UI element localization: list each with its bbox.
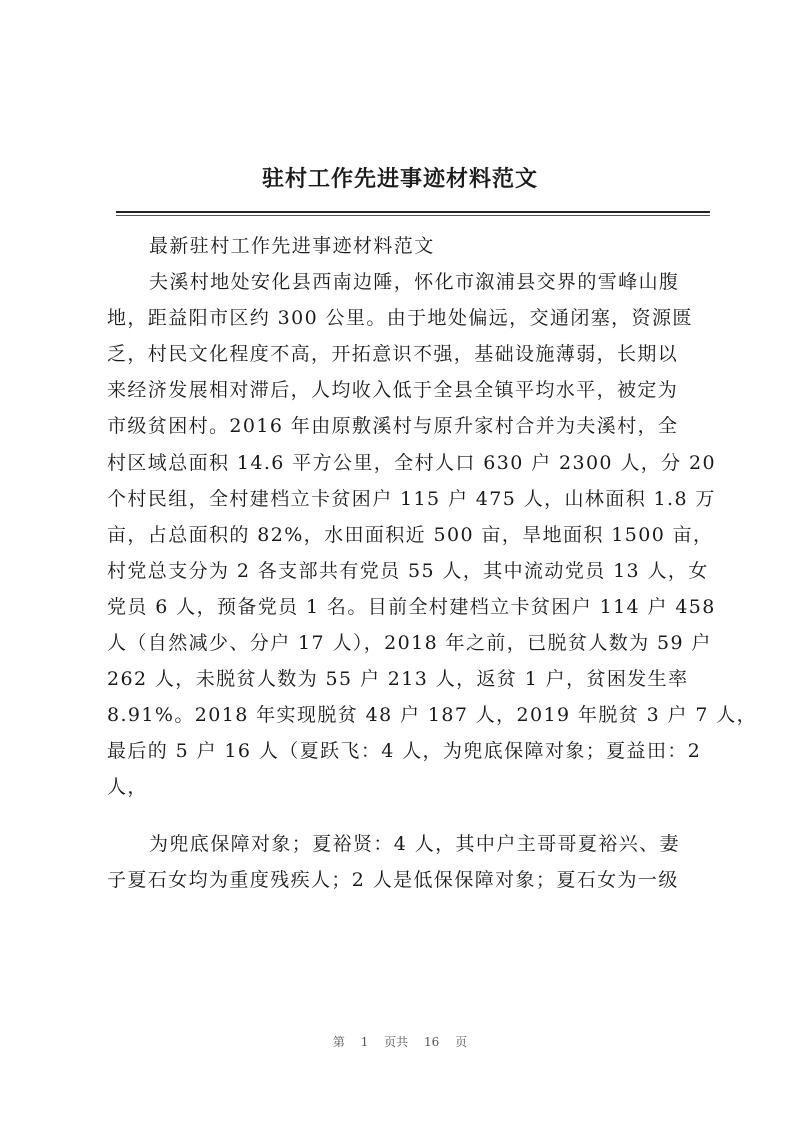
paragraph-line: 为兜底保障对象；夏裕贤：4 人，其中户主哥哥夏裕兴、妻 [149,832,680,855]
paragraph-line: 夫溪村地处安化县西南边陲，怀化市溆浦县交界的雪峰山腹 [149,271,680,294]
paragraph-line: 村党总支分为 2 各支部共有党员 55 人，其中流动党员 13 人，女 [107,559,709,582]
paragraph-line: 个村民组，全村建档立卡贫困户 115 户 475 人，山林面积 1.8 万 [107,487,716,510]
paragraph-line: 人（自然减少、分户 17 人），2018 年之前，已脱贫人数为 59 户 [107,632,712,655]
paragraph-line: 最后的 5 户 16 人（夏跃飞：4 人，为兜底保障对象；夏益田：2 [107,740,702,763]
paragraph-line: 亩，占总面积的 82%，水田面积近 500 亩，旱地面积 1500 亩， [107,523,714,546]
title-rule-thin [116,215,710,216]
paragraph-line: 乏，村民文化程度不高，开拓意识不强，基础设施薄弱，长期以 [107,343,679,366]
page-footer [0,1033,800,1050]
subtitle-line: 最新驻村工作先进事迹材料范文 [149,235,435,257]
footer-prefix: 第 [332,1035,345,1049]
paragraph-line: 来经济发展相对滞后，人均收入低于全县全镇平均水平，被定为 [107,379,679,402]
paragraph-line: 262 人，未脱贫人数为 55 户 213 人，返贫 1 户，贫困发生率 [107,668,689,691]
title-rule-thick [116,211,710,213]
paragraph-line: 党员 6 人，预备党员 1 名。目前全村建档立卡贫困户 114 户 458 [107,595,716,618]
footer-page-number: 1 [360,1035,369,1049]
document-title: 驻村工作先进事迹材料范文 [261,166,538,192]
paragraph-line: 村区域总面积 14.6 平方公里，全村人口 630 户 2300 人，分 20 [107,451,716,474]
footer-middle: 页共 [384,1035,409,1049]
footer-total-pages: 16 [424,1035,440,1049]
paragraph-line: 子夏石女均为重度残疾人；2 人是低保保障对象；夏石女为一级 [107,868,679,891]
paragraph-1 [107,264,758,805]
paragraph-line: 市级贫困村。2016 年由原敷溪村与原升家村合并为夫溪村，全 [107,415,679,438]
paragraph-2 [107,826,707,898]
paragraph-line: 人， [107,776,148,799]
paragraph-gap [107,806,707,826]
paragraph-line: 地，距益阳市区约 300 公里。由于地处偏远，交通闭塞，资源匮 [107,307,693,330]
paragraph-line: 8.91%。2018 年实现脱贫 48 户 187 人，2019 年脱贫 3 户 7 人， [107,704,758,727]
footer-suffix: 页 [455,1035,468,1049]
document-body [107,228,758,898]
